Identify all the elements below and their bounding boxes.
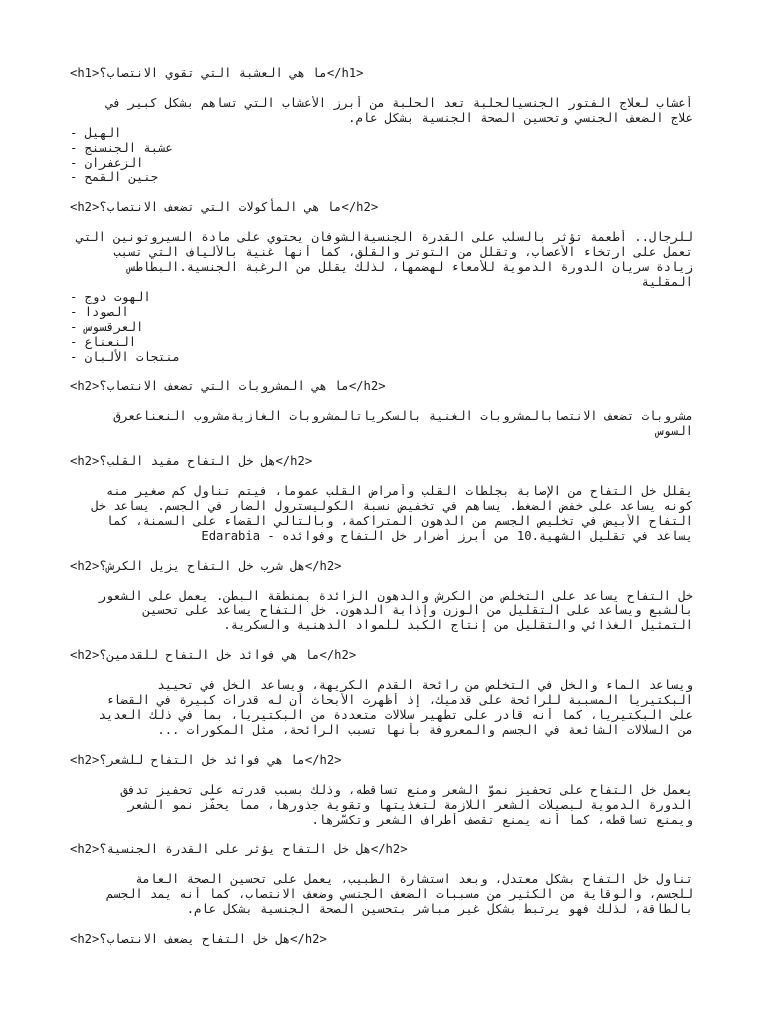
section-hair-paragraph: يعمل خل التفاح على تحفيز نموّ الشعر ومنع تساقطه، وذلك بسبب قدرته على تحفيز تدفق الدورة الدموية لبصيلات الشعر اللازمة لتغذيتها وتقوية جذورها، مما يحفّز نمو الشعر ويمنع تساقطه، كما أنه يمنع تقصف أطراف الشعر وتكسّرها. (120, 782, 693, 827)
section-heart-paragraph: يقلل خل التفاح من الإصابة بجلطات القلب وأمراض القلب عموماً، فيتم تناول كم صغير منه كونه يساعد على خفض الضغط. يساهم في تخفيض نسبة الكوليسترول الضار في الجسم. يساعد خل التفاح الأبيض في تخليص الجسم من الدهون المتراكمة، وبالتالي القضاء على السمنة، كما يساعد في تقليل الشهية.10 من أبرز أضرار خل التفاح وفوائده - Edarabia (91, 484, 693, 543)
h1-heading: <h1>ما هي العشبة التي تقوي الانتصاب؟</h1> (70, 66, 364, 80)
section-herbs-paragraph: أعشاب لعلاج الفتور الجنسيالحلبة تعد الحلبة من أبرز الأعشاب التي تساهم بشكل كبير في علاج الضعف الجنسي وتحسين الصحة الجنسية بشكل عام. (106, 95, 693, 125)
section-sexual-health-paragraph: تناول خل التفاح بشكل معتدل، وبعد استشارة الطبيب، يعمل على تحسين الصحة العامة للجسم، والوقاية من الكثير من مسببات الضعف الجنسي وضعف الانتصاب، كما أنه يمد الجسم بالطاقة، لذلك فهو يرتبط بشكل غير مباشر بتحسين الصحة الجنسية بشكل عام. (106, 872, 693, 917)
h2-heading: <h2>هل خل التفاح يضعف الانتصاب؟</h2> (70, 932, 327, 947)
h2-heading: <h2>ما هي المأكولات التي تضعف الانتصاب؟</h2> (70, 200, 379, 215)
h2-heading: <h2>ما هي فوائد خل التفاح للشعر؟</h2> (70, 752, 342, 767)
list-item: - الهوت دوج (70, 289, 151, 304)
list-item: - الزعفران (70, 155, 144, 170)
list-item: - عشبة الجنسنج (70, 140, 173, 155)
h2-heading: <h2>هل شرب خل التفاح يزيل الكرش؟</h2> (70, 558, 342, 573)
section-foods-paragraph: للرجال.. أطعمة تؤثر بالسلب على القدرة الجنسيةالشوفان يحتوي على مادة السيروتونين التي تعمل على ارتخاء الأعصاب، وتقلل من التوتر والقلق، كما أنها غنية بالألياف التي تسبب زيادة سريان الدورة الدموية للأمعاء لهضمها، لذلك يقلل من الرغبة الجنسية.البطاطس المقلية (76, 230, 693, 289)
list-item: - الصودا (70, 304, 129, 319)
h2-heading: <h2>هل خل التفاح مفيد القلب؟</h2> (70, 454, 313, 469)
list-item: - النعناع (70, 334, 137, 349)
list-item: - العرقسوس (70, 319, 144, 334)
list-item: - منتجات الألبان (70, 349, 181, 364)
h2-heading: <h2>ما هي فوائد خل التفاح للقدمين؟</h2> (70, 648, 357, 663)
document-body (70, 66, 693, 947)
section-belly-paragraph: خل التفاح يساعد على التخلص من الكرش والدهون الزائدة بمنطقة البطن. يعمل على الشعور بالشبع ويساعد على التقليل من الوزن وإذابة الدهون. خل التفاح يساعد على تحسين التمثيل الغذائي والتقليل من إنتاج الكبد للمواد الدهنية والسكرية. (98, 588, 693, 633)
h2-heading: <h2>ما هي المشروبات التي تضعف الانتصاب؟</h2> (70, 379, 386, 394)
section-drinks-paragraph: مشروبات تضعف الانتصابالمشروبات الغنية بالسكرياتالمشروبات الغازيةمشروب النعناععرق السوس (113, 409, 693, 439)
h2-heading: <h2>هل خل التفاح يؤثر على القدرة الجنسية؟</h2> (70, 842, 408, 857)
list-item: - جنين القمح (70, 170, 159, 185)
list-item: - الهيل (70, 125, 122, 140)
foods-list (70, 290, 693, 365)
herbs-list (70, 126, 693, 186)
section-feet-paragraph: ويساعد الماء والخل في التخلص من رائحة القدم الكريهة، ويساعد الخل في تحييد البكتيريا المسببة للرائحة على قدميك، إذ أظهرت الأبحاث أن له قدرات كبيرة في القضاء على البكتيريا، كما أنه قادر على تطهير سلالات متعددة من البكتيريا، بما في ذلك العديد من السلالات الشائعة في الجسم والمعروفة بأنها تسبب الرائحة، مثل المكورات ... (98, 678, 693, 737)
